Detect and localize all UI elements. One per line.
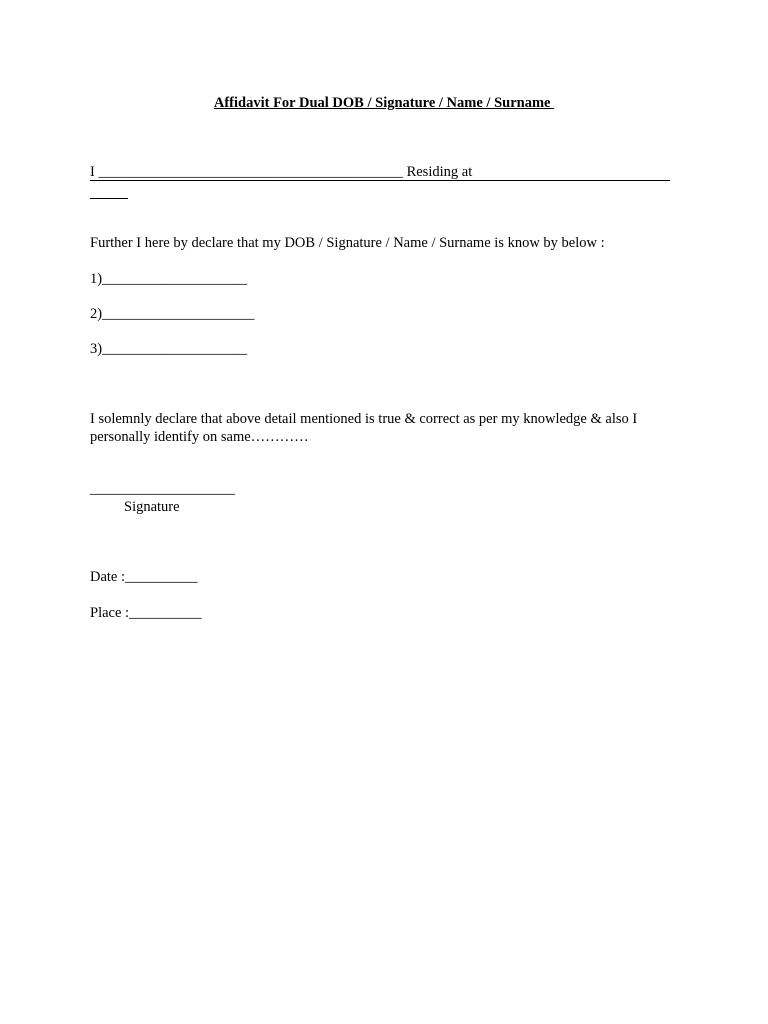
name-residing-line: I __________________________________________ Residing at	[90, 164, 473, 180]
date-line: Date :__________	[90, 569, 198, 585]
address-blank-rule	[90, 180, 670, 181]
place-line: Place :__________	[90, 605, 202, 621]
list-item: 2)_____________________	[90, 306, 255, 322]
address-blank-rule-continuation	[90, 198, 128, 199]
declaration-intro: Further I here by declare that my DOB / Signature / Name / Surname is know by below :	[90, 235, 605, 251]
signature-line: ____________________	[90, 481, 235, 497]
signature-label: Signature	[124, 499, 180, 515]
list-item: 3)____________________	[90, 341, 248, 357]
solemn-declaration: I solemnly declare that above detail mentioned is true & correct as per my knowledge & also I personally identify on same…………	[90, 411, 638, 445]
list-item: 1)____________________	[90, 271, 248, 287]
document-title: Affidavit For Dual DOB / Signature / Name / Surname	[213, 95, 555, 111]
